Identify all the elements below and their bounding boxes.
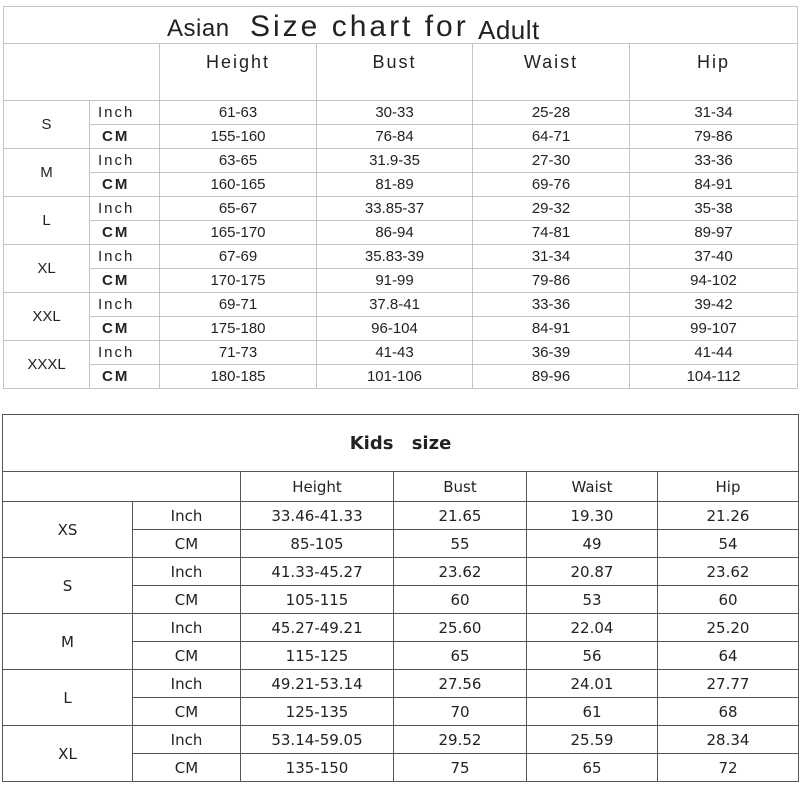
kids-unit-inch: Inch xyxy=(133,502,241,530)
kids-cell: 61 xyxy=(527,698,658,726)
adult-unit-cm: CM xyxy=(90,269,160,293)
adult-cell: 64-71 xyxy=(473,125,630,149)
adult-cell: 69-71 xyxy=(160,293,317,317)
kids-cell: 22.04 xyxy=(527,614,658,642)
adult-cell: 39-42 xyxy=(630,293,798,317)
adult-cell: 31-34 xyxy=(630,101,798,125)
kids-header-blank xyxy=(3,472,241,502)
adult-table-body xyxy=(4,7,798,389)
adult-cell: 37.8-41 xyxy=(317,293,473,317)
adult-title-prefix: Asian xyxy=(167,15,230,42)
adult-unit-cm: CM xyxy=(90,173,160,197)
kids-unit-cm: CM xyxy=(133,530,241,558)
adult-cell: 155-160 xyxy=(160,125,317,149)
adult-row-inch xyxy=(4,245,798,269)
kids-cell: 41.33-45.27 xyxy=(241,558,394,586)
adult-cell: 89-96 xyxy=(473,365,630,389)
kids-cell: 54 xyxy=(658,530,799,558)
kids-cell: 19.30 xyxy=(527,502,658,530)
kids-header-row xyxy=(3,472,799,502)
adult-cell: 99-107 xyxy=(630,317,798,341)
adult-cell: 63-65 xyxy=(160,149,317,173)
adult-size-label: S xyxy=(4,101,90,149)
adult-unit-inch: Inch xyxy=(90,245,160,269)
kids-cell: 21.65 xyxy=(394,502,527,530)
kids-cell: 72 xyxy=(658,754,799,782)
adult-cell: 27-30 xyxy=(473,149,630,173)
adult-unit-inch: Inch xyxy=(90,101,160,125)
kids-cell: 65 xyxy=(527,754,658,782)
kids-cell: 33.46-41.33 xyxy=(241,502,394,530)
adult-row-inch xyxy=(4,197,798,221)
adult-cell: 41-43 xyxy=(317,341,473,365)
adult-header-waist: Waist xyxy=(473,44,630,101)
adult-cell: 91-99 xyxy=(317,269,473,293)
kids-cell: 27.77 xyxy=(658,670,799,698)
adult-header-bust: Bust xyxy=(317,44,473,101)
kids-cell: 65 xyxy=(394,642,527,670)
adult-cell: 61-63 xyxy=(160,101,317,125)
kids-cell: 115-125 xyxy=(241,642,394,670)
adult-unit-inch: Inch xyxy=(90,293,160,317)
adult-header-hip: Hip xyxy=(630,44,798,101)
kids-cell: 75 xyxy=(394,754,527,782)
adult-size-label: XXXL xyxy=(4,341,90,389)
kids-row-inch xyxy=(3,502,799,530)
kids-cell: 135-150 xyxy=(241,754,394,782)
kids-cell: 49.21-53.14 xyxy=(241,670,394,698)
adult-cell: 67-69 xyxy=(160,245,317,269)
kids-size-label: S xyxy=(3,558,133,614)
adult-row-cm xyxy=(4,269,798,293)
adult-cell: 79-86 xyxy=(473,269,630,293)
kids-header-bust: Bust xyxy=(394,472,527,502)
adult-header-blank xyxy=(4,44,160,101)
adult-unit-inch: Inch xyxy=(90,341,160,365)
kids-unit-cm: CM xyxy=(133,754,241,782)
kids-cell: 49 xyxy=(527,530,658,558)
adult-cell: 41-44 xyxy=(630,341,798,365)
adult-unit-cm: CM xyxy=(90,221,160,245)
adult-title xyxy=(4,7,798,44)
kids-cell: 56 xyxy=(527,642,658,670)
adult-cell: 30-33 xyxy=(317,101,473,125)
adult-row-cm xyxy=(4,125,798,149)
kids-row-inch xyxy=(3,726,799,754)
adult-cell: 84-91 xyxy=(473,317,630,341)
kids-cell: 21.26 xyxy=(658,502,799,530)
kids-cell: 105-115 xyxy=(241,586,394,614)
kids-unit-inch: Inch xyxy=(133,670,241,698)
adult-size-label: L xyxy=(4,197,90,245)
adult-size-label: M xyxy=(4,149,90,197)
adult-cell: 180-185 xyxy=(160,365,317,389)
adult-cell: 71-73 xyxy=(160,341,317,365)
kids-cell: 20.87 xyxy=(527,558,658,586)
adult-cell: 25-28 xyxy=(473,101,630,125)
kids-title: Kids size xyxy=(3,415,799,472)
adult-cell: 175-180 xyxy=(160,317,317,341)
adult-size-label: XL xyxy=(4,245,90,293)
kids-cell: 25.20 xyxy=(658,614,799,642)
adult-cell: 69-76 xyxy=(473,173,630,197)
kids-size-label: XL xyxy=(3,726,133,782)
kids-row-inch xyxy=(3,558,799,586)
kids-header-waist: Waist xyxy=(527,472,658,502)
kids-header-height: Height xyxy=(241,472,394,502)
kids-cell: 24.01 xyxy=(527,670,658,698)
kids-cell: 53 xyxy=(527,586,658,614)
adult-cell: 36-39 xyxy=(473,341,630,365)
adult-cell: 84-91 xyxy=(630,173,798,197)
kids-header-hip: Hip xyxy=(658,472,799,502)
adult-title-suffix: Adult xyxy=(478,15,540,44)
kids-cell: 64 xyxy=(658,642,799,670)
kids-unit-inch: Inch xyxy=(133,726,241,754)
kids-row-inch xyxy=(3,614,799,642)
adult-cell: 33-36 xyxy=(473,293,630,317)
adult-cell: 104-112 xyxy=(630,365,798,389)
kids-cell: 45.27-49.21 xyxy=(241,614,394,642)
adult-header-row xyxy=(4,44,798,101)
kids-cell: 60 xyxy=(658,586,799,614)
adult-header-height: Height xyxy=(160,44,317,101)
kids-unit-cm: CM xyxy=(133,642,241,670)
adult-cell: 165-170 xyxy=(160,221,317,245)
kids-cell: 25.60 xyxy=(394,614,527,642)
kids-unit-inch: Inch xyxy=(133,558,241,586)
adult-row-inch xyxy=(4,341,798,365)
kids-unit-cm: CM xyxy=(133,698,241,726)
kids-cell: 27.56 xyxy=(394,670,527,698)
adult-size-label: XXL xyxy=(4,293,90,341)
adult-cell: 31.9-35 xyxy=(317,149,473,173)
kids-cell: 125-135 xyxy=(241,698,394,726)
adult-unit-cm: CM xyxy=(90,125,160,149)
kids-cell: 23.62 xyxy=(658,558,799,586)
kids-cell: 53.14-59.05 xyxy=(241,726,394,754)
adult-cell: 31-34 xyxy=(473,245,630,269)
adult-cell: 33-36 xyxy=(630,149,798,173)
adult-cell: 96-104 xyxy=(317,317,473,341)
adult-cell: 101-106 xyxy=(317,365,473,389)
adult-unit-cm: CM xyxy=(90,365,160,389)
adult-cell: 81-89 xyxy=(317,173,473,197)
adult-unit-inch: Inch xyxy=(90,197,160,221)
adult-row-cm xyxy=(4,365,798,389)
kids-cell: 68 xyxy=(658,698,799,726)
kids-size-label: M xyxy=(3,614,133,670)
adult-cell: 89-97 xyxy=(630,221,798,245)
kids-cell: 23.62 xyxy=(394,558,527,586)
kids-unit-inch: Inch xyxy=(133,614,241,642)
adult-size-table xyxy=(3,6,798,389)
kids-table-body xyxy=(3,415,799,782)
adult-row-inch xyxy=(4,149,798,173)
adult-cell: 86-94 xyxy=(317,221,473,245)
adult-row-inch xyxy=(4,293,798,317)
adult-cell: 170-175 xyxy=(160,269,317,293)
kids-unit-cm: CM xyxy=(133,586,241,614)
adult-row-cm xyxy=(4,173,798,197)
adult-cell: 35-38 xyxy=(630,197,798,221)
adult-cell: 74-81 xyxy=(473,221,630,245)
kids-size-table xyxy=(2,414,799,782)
adult-cell: 35.83-39 xyxy=(317,245,473,269)
adult-cell: 76-84 xyxy=(317,125,473,149)
adult-cell: 29-32 xyxy=(473,197,630,221)
adult-row-cm xyxy=(4,317,798,341)
adult-title-main: Size chart for xyxy=(250,10,469,43)
adult-unit-cm: CM xyxy=(90,317,160,341)
kids-size-label: L xyxy=(3,670,133,726)
kids-cell: 70 xyxy=(394,698,527,726)
kids-cell: 85-105 xyxy=(241,530,394,558)
adult-cell: 33.85-37 xyxy=(317,197,473,221)
adult-cell: 79-86 xyxy=(630,125,798,149)
adult-cell: 37-40 xyxy=(630,245,798,269)
kids-size-label: XS xyxy=(3,502,133,558)
adult-cell: 160-165 xyxy=(160,173,317,197)
kids-cell: 28.34 xyxy=(658,726,799,754)
kids-row-inch xyxy=(3,670,799,698)
kids-cell: 60 xyxy=(394,586,527,614)
adult-cell: 65-67 xyxy=(160,197,317,221)
kids-cell: 25.59 xyxy=(527,726,658,754)
adult-row-inch xyxy=(4,101,798,125)
adult-unit-inch: Inch xyxy=(90,149,160,173)
kids-cell: 29.52 xyxy=(394,726,527,754)
adult-row-cm xyxy=(4,221,798,245)
adult-cell: 94-102 xyxy=(630,269,798,293)
kids-cell: 55 xyxy=(394,530,527,558)
